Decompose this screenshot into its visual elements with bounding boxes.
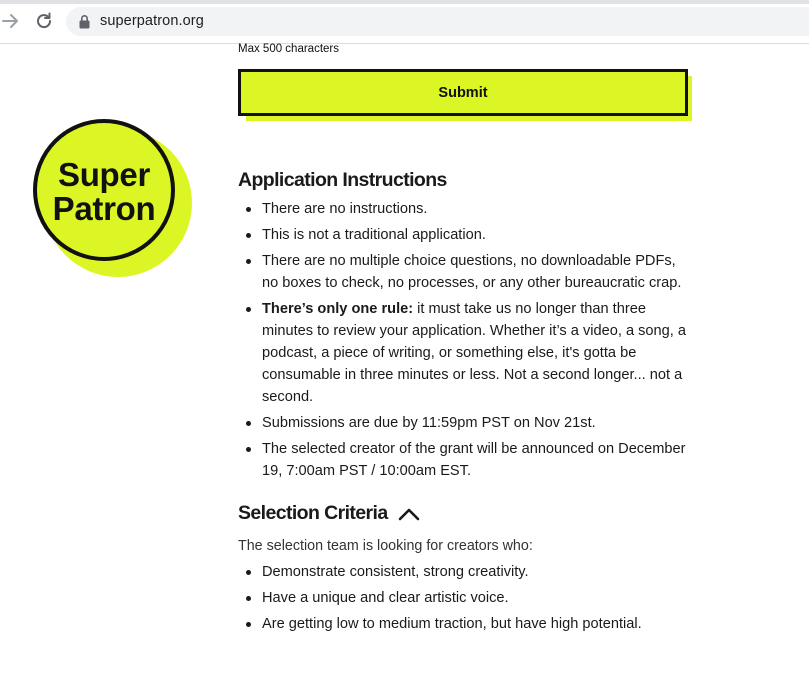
instruction-item: [238, 298, 688, 408]
chevron-up-icon[interactable]: [398, 507, 420, 521]
selection-criteria-toggle[interactable]: [238, 502, 420, 525]
selection-intro: The selection team is looking for creators who:: [238, 538, 533, 554]
instructions-list: [238, 198, 688, 486]
selection-criteria-list: [238, 561, 688, 639]
instruction-text: This is not a traditional application.: [262, 227, 486, 243]
instructions-heading: Application Instructions: [238, 169, 447, 191]
lock-icon[interactable]: [78, 14, 91, 29]
instruction-text: There are no multiple choice questions, no downloadable PDFs, no boxes to check, no processes, or any other bureaucratic crap.: [262, 253, 682, 291]
max-chars-note: Max 500 characters: [238, 43, 339, 55]
instruction-item: [238, 224, 688, 246]
instruction-item: [238, 250, 688, 294]
instruction-text: There are no instructions.: [262, 201, 428, 217]
submit-button[interactable]: Submit: [238, 69, 688, 116]
address-bar[interactable]: [66, 7, 809, 36]
criteria-item: Are getting low to medium traction, but have high potential.: [238, 613, 688, 635]
instruction-rule-label: There’s only one rule:: [262, 301, 414, 317]
criteria-item: Demonstrate consistent, strong creativity.: [238, 561, 688, 583]
logo-text-line1: Super: [57, 156, 151, 193]
url-text[interactable]: superpatron.org: [100, 13, 204, 29]
submit-area: [238, 69, 694, 123]
tab-strip-edge: [0, 0, 809, 4]
instruction-text: it must take us no longer than three minutes to review your application. Whether it’s a video, a song, a podcast, a piece of writing, or something else, it's gotta be consumable in three minutes or less. Not a second longer... not a second.: [262, 301, 686, 405]
instruction-text: Submissions are due by 11:59pm PST on Nov 21st.: [262, 415, 596, 431]
instruction-item: [238, 438, 688, 482]
arrow-right-icon[interactable]: [0, 10, 22, 32]
instruction-item: [238, 198, 688, 220]
super-patron-logo[interactable]: [30, 116, 196, 282]
instruction-text: The selected creator of the grant will be announced on December 19, 7:00am PST / 10:00am EST.: [262, 441, 686, 479]
logo-text-line2: Patron: [52, 190, 156, 227]
browser-toolbar: [0, 0, 809, 44]
instruction-item: [238, 412, 688, 434]
reload-icon[interactable]: [33, 10, 55, 32]
selection-criteria-heading: Selection Criteria: [238, 502, 388, 524]
criteria-item: Have a unique and clear artistic voice.: [238, 587, 688, 609]
